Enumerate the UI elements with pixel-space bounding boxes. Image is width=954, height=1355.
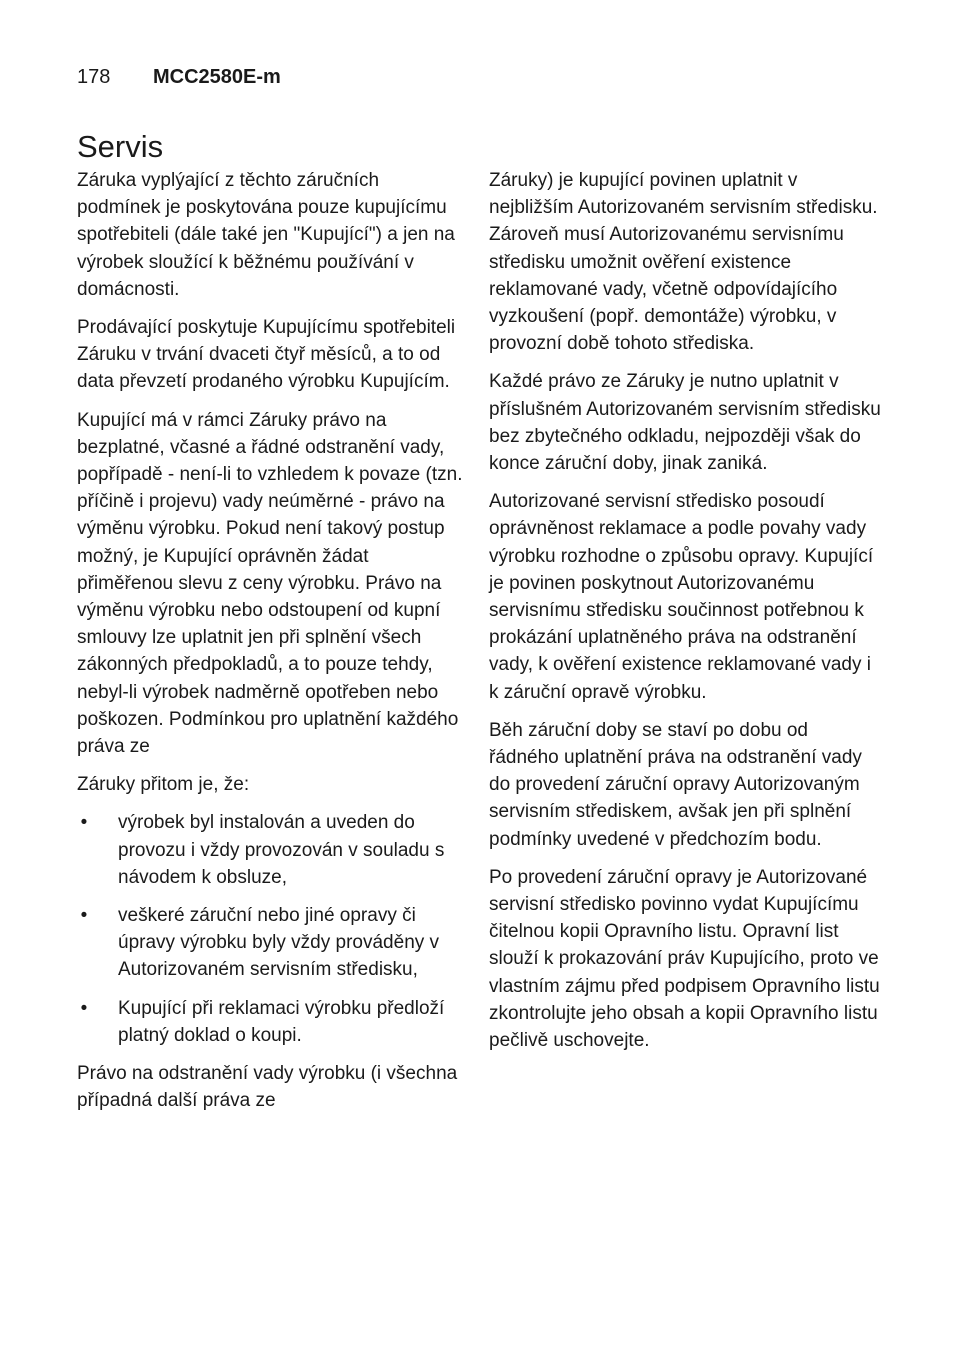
paragraph-claim-deadline: Každé právo ze Záruky je nutno uplatnit v příslušném Autorizovaném servisním středisku bez zbytečného odkladu, nejpozději však do konce záruční doby, jinak zaniká.: [489, 371, 881, 475]
paragraph-claim-right: Právo na odstranění vady výrobku (i všechna případná další práva ze: [77, 1063, 458, 1112]
paragraph-service-assessment: Autorizované servisní středisko posoudí oprávněnost reklamace a podle povahy vady výrobku rozhodne o způsobu opravy. Kupující je povinen poskytnout Autorizovanému servisnímu středisku součinnost potřebnou k prokázání uplatněného práva na odstranění vady, k ověření existence reklamované vady i k záruční opravě výrobku.: [489, 491, 874, 703]
left-column: [77, 167, 467, 1126]
list-item: [77, 809, 467, 891]
model-name: MCC2580E-m: [153, 66, 281, 88]
bullet-marker: •: [80, 812, 88, 834]
list-item: [77, 995, 467, 1049]
right-column: [489, 167, 881, 1065]
paragraph-conditions-intro: Záruky přitom je, že:: [77, 774, 250, 796]
bullet-marker: •: [80, 905, 88, 927]
conditions-list: [77, 809, 467, 1049]
page-header: [77, 64, 281, 90]
paragraph-warranty-duration: Prodávající poskytuje Kupujícímu spotřebiteli Záruku v trvání dvaceti čtyř měsíců, a to od data převzetí prodaného výrobku Kupujícím.: [77, 317, 456, 393]
list-item-text: Kupující při reklamaci výrobku předloží platný doklad o koupi.: [118, 997, 445, 1046]
paragraph-warranty-scope: Záruka vyplýající z těchto záručních podmínek je poskytována pouze kupujícímu spotřebiteli (dále také jen "Kupující") a jen na výrobek sloužící k běžnému používání v domácnosti.: [77, 170, 455, 300]
paragraph-repair-sheet: Po provedení záruční opravy je Autorizované servisní středisko povinno vydat Kupujícímu čitelnou kopii Opravního listu. Opravní list slouží k prokazování práv Kupujícího, proto ve vlastním zájmu před podpisem Opravního listu zkontrolujte jeho obsah a kopii Opravního listu pečlivě uschovejte.: [489, 866, 880, 1052]
paragraph-warranty-suspension: Běh záruční doby se staví po dobu od řádného uplatnění práva na odstranění vady do provedení záruční opravy Autorizovaným servisním střediskem, avšak jen při splnění podmínky uvedené v předchozím bodu.: [489, 719, 862, 850]
bullet-marker: •: [80, 997, 88, 1019]
paragraph-claim-location: Záruky) je kupující povinen uplatnit v nejbližším Autorizovaném servisním středisku. Zároveň musí Autorizovanému servisnímu středisku umožnit ověření existence reklamované vady, včetně odpovídajícího vyzkoušení (popř. demontáže) výrobku, v provozní době tohoto střediska.: [489, 170, 878, 355]
list-item-text: veškeré záruční nebo jiné opravy či úpravy výrobku byly vždy prováděny v Autorizovaném servisním středisku,: [118, 905, 440, 981]
paragraph-buyer-rights: Kupující má v rámci Záruky právo na bezplatné, včasné a řádné odstranění vady, popřípadě - není-li to vzhledem k povaze (tzn. příčině i projevu) vady neúměrné - právo na výměnu výrobku. Pokud není takový postup možný, je Kupující oprávněn žádat přiměřenou slevu z ceny výrobku. Právo na výměnu výrobku nebo odstoupení od kupní smlouvy lze uplatnit jen při splnění všech zákonných předpokladů, a to pouze tehdy, nebyl-li výrobek nadměrně opotřeben nebo poškozen. Podmínkou pro uplatnění každého práva ze: [77, 409, 463, 758]
page-title: Servis: [77, 129, 164, 164]
page-number: 178: [77, 66, 111, 88]
list-item: [77, 902, 467, 984]
list-item-text: výrobek byl instalován a uveden do provozu i vždy provozován v souladu s návodem k obsluze,: [118, 812, 445, 888]
